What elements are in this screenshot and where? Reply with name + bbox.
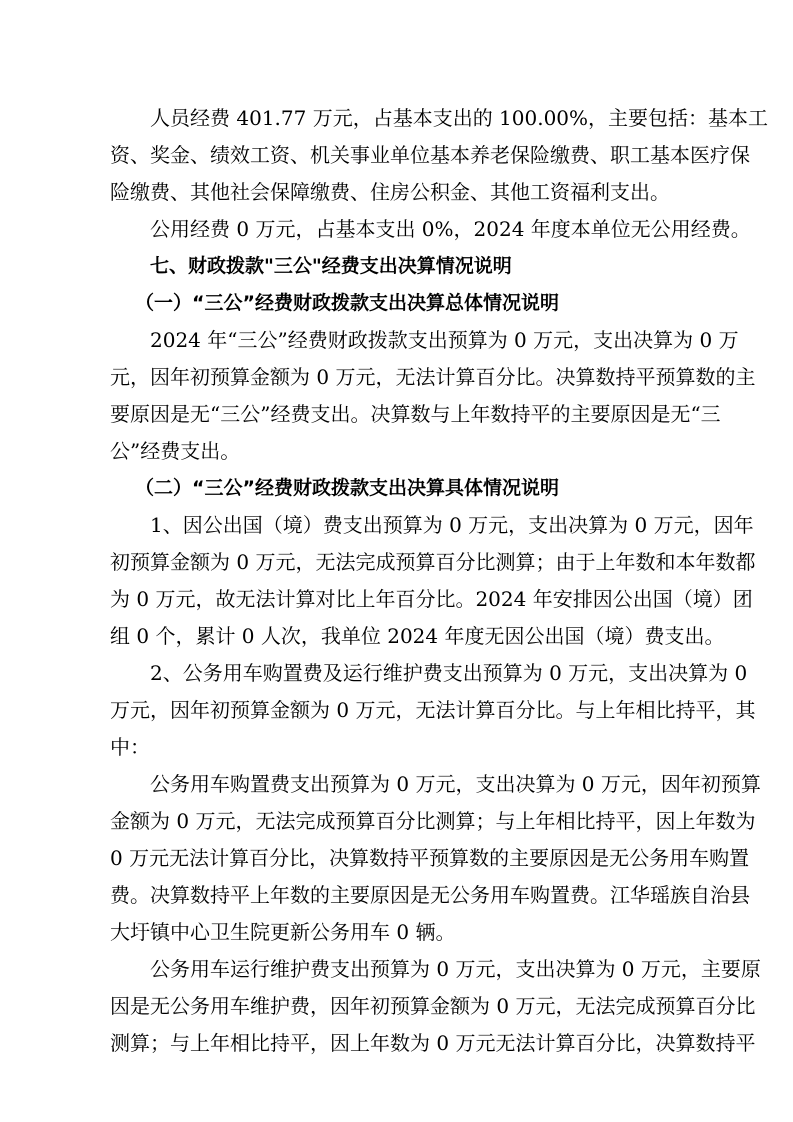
text-line: 资、奖金、绩效工资、机关事业单位基本养老保险缴费、职工基本医疗保: [110, 143, 750, 167]
text-line: 万元，因年初预算金额为 0 万元，无法计算百分比。与上年相比持平，其: [110, 698, 756, 722]
text-line: 金额为 0 万元，无法完成预算百分比测算；与上年相比持平，因上年数为: [110, 809, 756, 833]
text-line: 2024 年“三公”经费财政拨款支出预算为 0 万元，支出决算为 0 万: [150, 328, 739, 352]
subsection-heading: （一）“三公”经费财政拨款支出决算总体情况说明: [135, 292, 559, 314]
text-line: 险缴费、其他社会保障缴费、住房公积金、其他工资福利支出。: [110, 180, 670, 204]
text-line: 0 万元无法计算百分比，决算数持平预算数的主要原因是无公务用车购置: [110, 846, 750, 870]
subsection-heading: （二）“三公”经费财政拨款支出决算具体情况说明: [135, 477, 559, 499]
section-heading: 七、财政拨款"三公"经费支出决算情况说明: [150, 255, 512, 277]
text-line: 公用经费 0 万元，占基本支出 0%，2024 年度本单位无公用经费。: [150, 217, 751, 241]
text-line: 费。决算数持平上年数的主要原因是无公务用车购置费。江华瑶族自治县: [110, 883, 750, 907]
text-line: 公务用车运行维护费支出预算为 0 万元，支出决算为 0 万元，主要原: [150, 957, 761, 981]
text-line: 1、因公出国（境）费支出预算为 0 万元，支出决算为 0 万元，因年: [150, 513, 754, 537]
text-line: 中：: [110, 735, 150, 759]
text-line: 公务用车购置费支出预算为 0 万元，支出决算为 0 万元，因年初预算: [150, 772, 761, 796]
text-line: 初预算金额为 0 万元，无法完成预算百分比测算；由于上年数和本年数都: [110, 550, 756, 574]
text-line: 要原因是无“三公”经费支出。决算数与上年数持平的主要原因是无“三: [110, 402, 721, 426]
text-line: 因是无公务用车维护费，因年初预算金额为 0 万元，无法完成预算百分比: [110, 994, 756, 1018]
text-line: 组 0 个，累计 0 人次，我单位 2024 年度无因公出国（境）费支出。: [110, 624, 725, 648]
text-line: 元，因年初预算金额为 0 万元，无法计算百分比。决算数持平预算数的主: [110, 365, 756, 389]
text-line: 2、公务用车购置费及运行维护费支出预算为 0 万元，支出决算为 0: [150, 661, 748, 685]
text-line: 测算；与上年相比持平，因上年数为 0 万元无法计算百分比，决算数持平: [110, 1031, 756, 1055]
text-line: 公”经费支出。: [110, 439, 241, 463]
text-line: 为 0 万元，故无法计算对比上年百分比。2024 年安排因公出国（境）团: [110, 587, 753, 611]
text-line: 人员经费 401.77 万元，占基本支出的 100.00%，主要包括：基本工: [150, 106, 769, 130]
text-line: 大圩镇中心卫生院更新公务用车 0 辆。: [110, 920, 456, 944]
